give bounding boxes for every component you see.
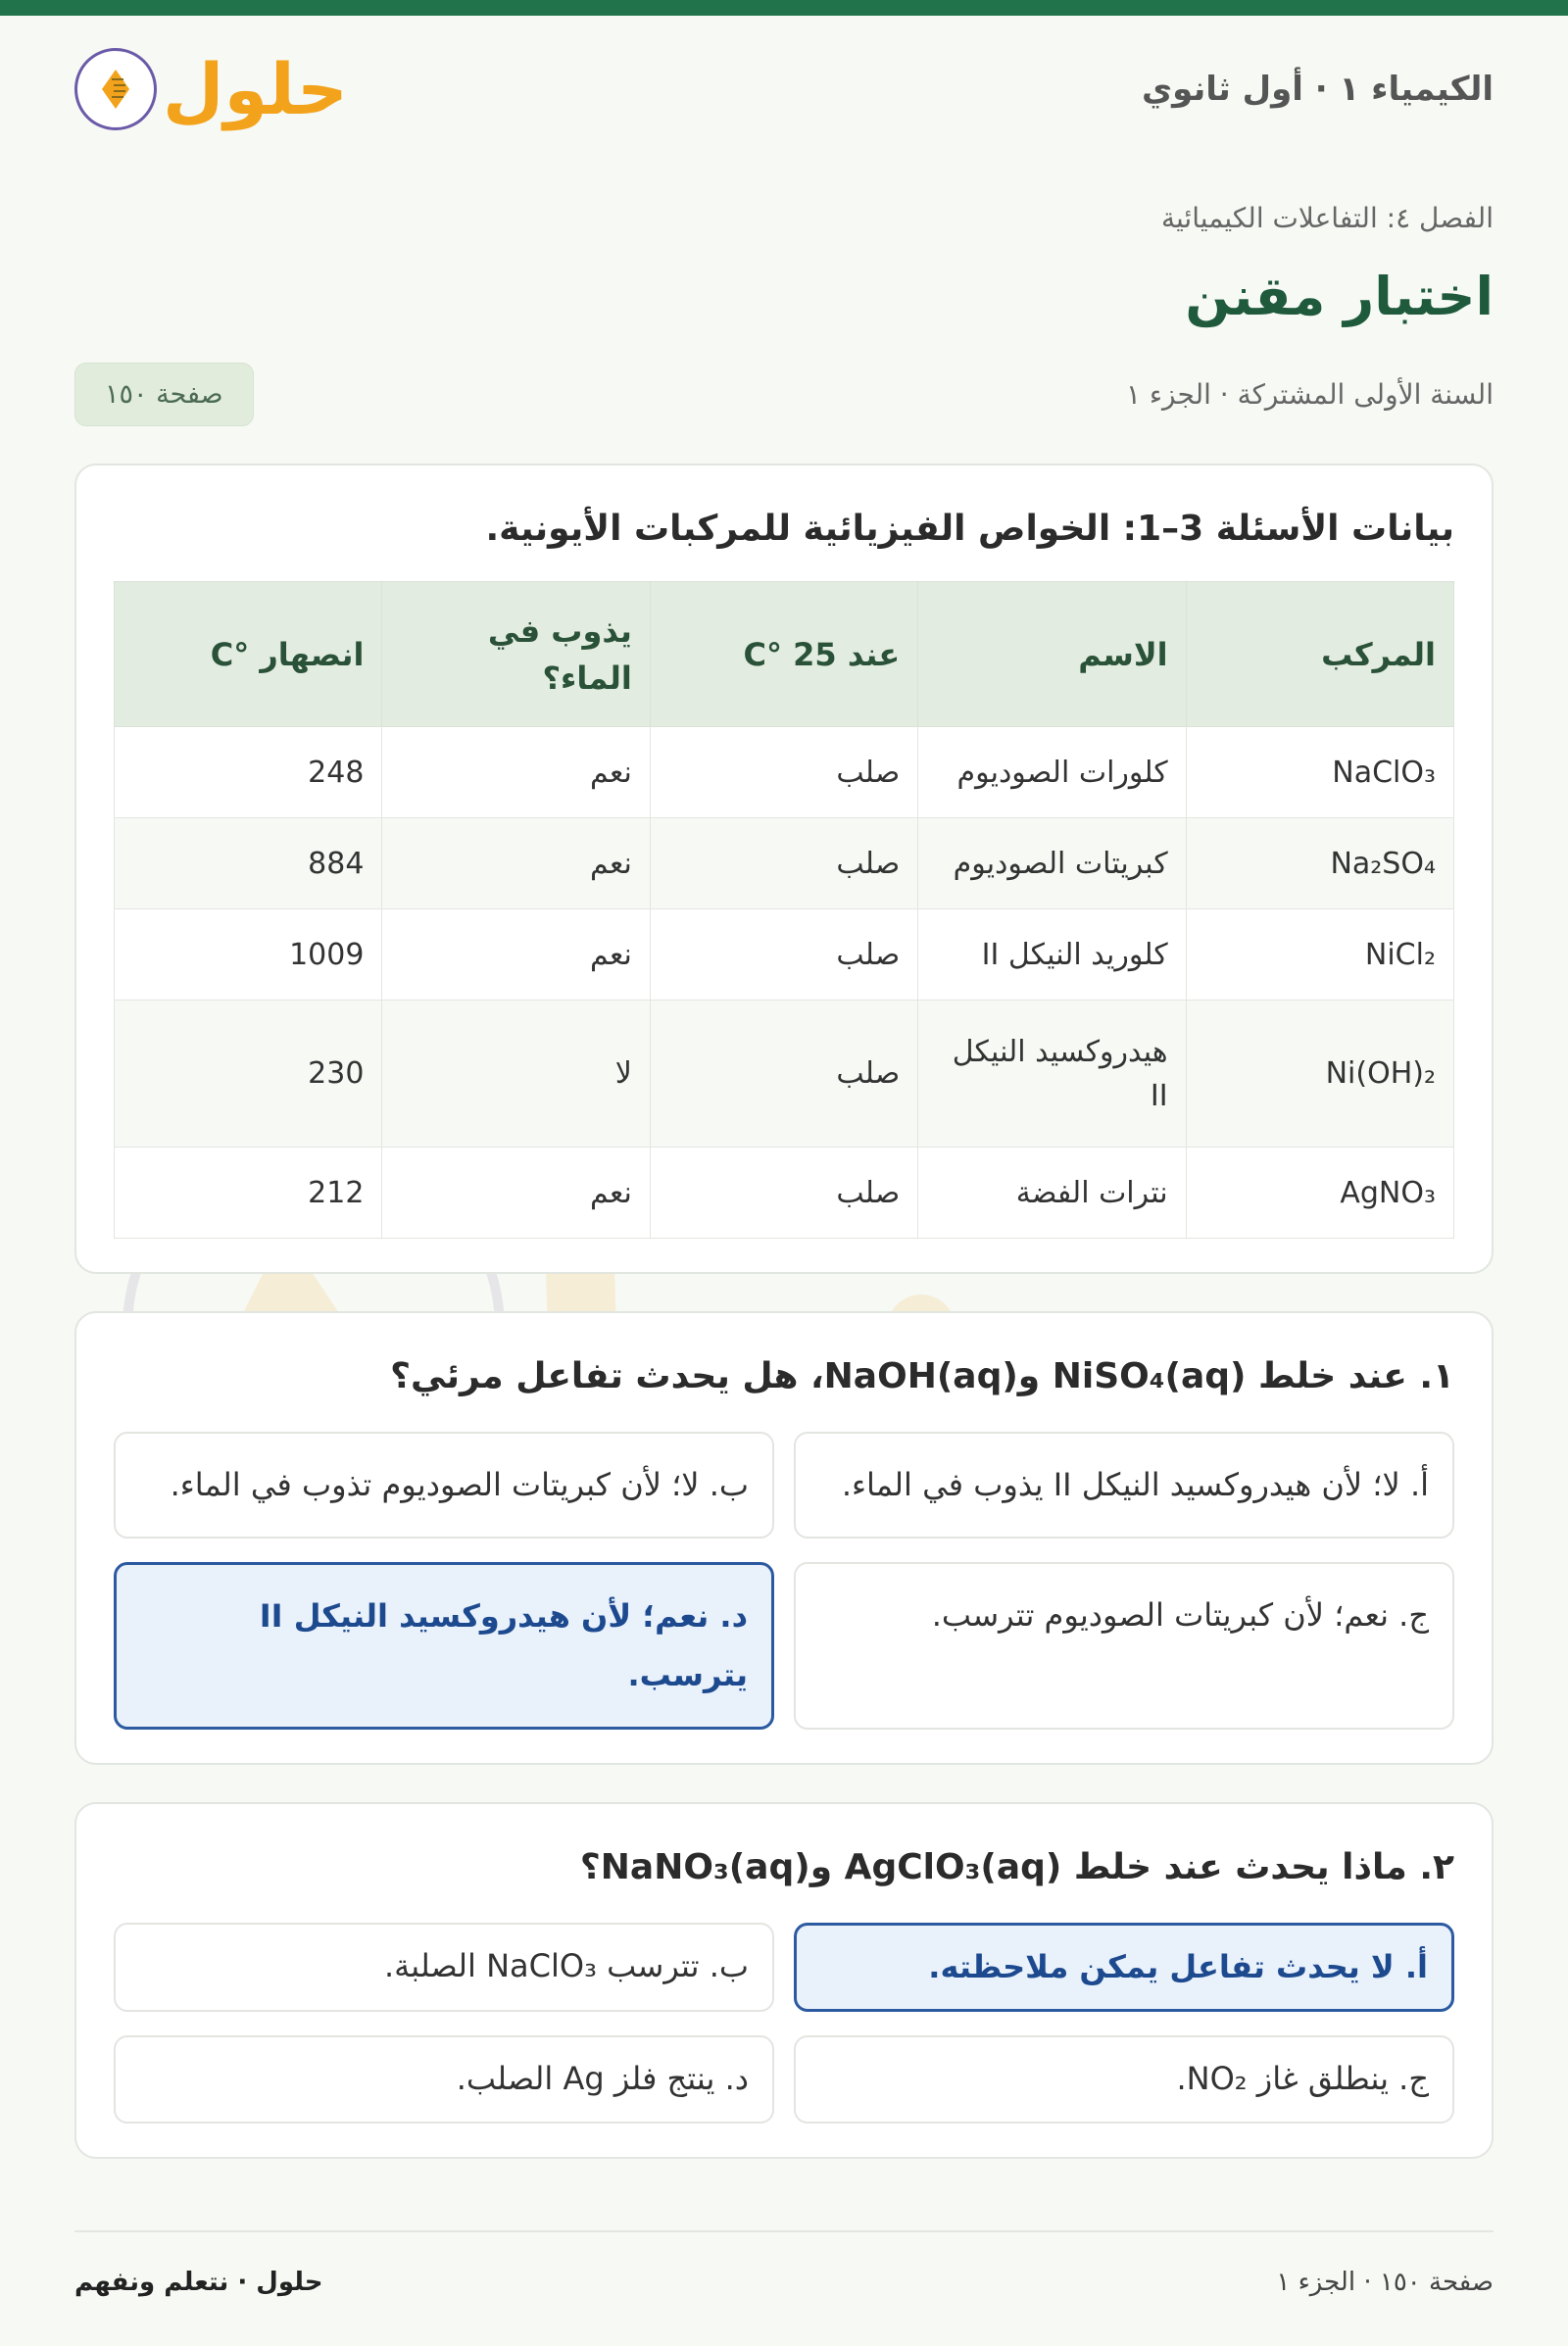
table-row	[115, 818, 1454, 909]
table-cell: صلب	[650, 909, 917, 1001]
answer-option-d-correct[interactable]: د. نعم؛ لأن هيدروكسيد النيكل II يترسب.	[114, 1562, 774, 1731]
table-header: يذوب في الماء؟	[382, 582, 650, 727]
track-label: السنة الأولى المشتركة · الجزء ١	[1125, 378, 1494, 411]
table-row	[115, 1148, 1454, 1239]
table-cell: 884	[115, 818, 382, 909]
answer-option-a-correct[interactable]: أ. لا يحدث تفاعل يمكن ملاحظته.	[794, 1923, 1454, 2013]
table-header: المركب	[1186, 582, 1453, 727]
answer-options	[114, 1923, 1454, 2124]
table-cell: نعم	[382, 1148, 650, 1239]
table-cell: صلب	[650, 727, 917, 818]
page-title: اختبار مقنن	[1185, 266, 1494, 327]
data-card	[74, 464, 1494, 1274]
course-title: الكيمياء ١ · أول ثانوي	[1142, 70, 1494, 109]
table-cell: Ni(OH)₂	[1186, 1001, 1453, 1148]
table-header: الاسم	[918, 582, 1186, 727]
question-card-2	[74, 1802, 1494, 2159]
table-cell: 248	[115, 727, 382, 818]
table-cell: NaClO₃	[1186, 727, 1453, 818]
table-cell: هيدروكسيد النيكل II	[918, 1001, 1186, 1148]
top-accent-bar	[0, 0, 1568, 16]
table-cell: AgNO₃	[1186, 1148, 1453, 1239]
chapter-label: الفصل ٤: التفاعلات الكيميائية	[1160, 202, 1494, 234]
table-header-row	[115, 582, 1454, 727]
table-cell: نترات الفضة	[918, 1148, 1186, 1239]
table-cell: 212	[115, 1148, 382, 1239]
table-cell: كبريتات الصوديوم	[918, 818, 1186, 909]
table-cell: نعم	[382, 727, 650, 818]
book-icon	[74, 48, 157, 130]
logo-text: حلول	[163, 48, 348, 130]
table-cell: صلب	[650, 1148, 917, 1239]
table-cell: نعم	[382, 909, 650, 1001]
logo[interactable]	[74, 48, 348, 130]
table-cell: صلب	[650, 1001, 917, 1148]
table-cell: صلب	[650, 818, 917, 909]
table-header: عند 25 °C	[650, 582, 917, 727]
answer-option-b[interactable]: ب. لا؛ لأن كبريتات الصوديوم تذوب في الماء.	[114, 1432, 774, 1539]
answer-option-c[interactable]: ج. ينطلق غاز NO₂.	[794, 2035, 1454, 2124]
table-cell: كلوريد النيكل II	[918, 909, 1186, 1001]
page-number-badge: صفحة ١٥٠	[74, 363, 254, 426]
table-cell: Na₂SO₄	[1186, 818, 1453, 909]
meta-row	[74, 363, 1494, 426]
answer-option-b[interactable]: ب. تترسب NaClO₃ الصلبة.	[114, 1923, 774, 2013]
table-cell: 230	[115, 1001, 382, 1148]
answer-option-d[interactable]: د. ينتج فلز Ag الصلب.	[114, 2035, 774, 2124]
header	[74, 16, 1494, 163]
table-row	[115, 909, 1454, 1001]
page	[0, 16, 1568, 2346]
footer	[74, 2230, 1494, 2297]
footer-page-info: صفحة ١٥٠ · الجزء ١	[1276, 2268, 1494, 2297]
table-cell: NiCl₂	[1186, 909, 1453, 1001]
table-cell: نعم	[382, 818, 650, 909]
question-text: ١. عند خلط NiSO₄(aq) وNaOH(aq)، هل يحدث تفاعل مرئي؟	[390, 1356, 1454, 1397]
table-header: انصهار °C	[115, 582, 382, 727]
properties-table	[114, 581, 1454, 1239]
question-text: ٢. ماذا يحدث عند خلط AgClO₃(aq) وNaNO₃(aq)؟	[579, 1847, 1454, 1888]
answer-option-a[interactable]: أ. لا؛ لأن هيدروكسيد النيكل II يذوب في الماء.	[794, 1432, 1454, 1539]
footer-brand: حلول · نتعلم ونفهم	[74, 2268, 323, 2297]
data-card-title: بيانات الأسئلة 3–1: الخواص الفيزيائية للمركبات الأيونية.	[485, 509, 1454, 549]
table-cell: 1009	[115, 909, 382, 1001]
answer-options	[114, 1432, 1454, 1730]
table-cell: كلورات الصوديوم	[918, 727, 1186, 818]
question-card-1	[74, 1311, 1494, 1765]
answer-option-c[interactable]: ج. نعم؛ لأن كبريتات الصوديوم تترسب.	[794, 1562, 1454, 1731]
table-cell: لا	[382, 1001, 650, 1148]
table-row	[115, 1001, 1454, 1148]
table-row	[115, 727, 1454, 818]
